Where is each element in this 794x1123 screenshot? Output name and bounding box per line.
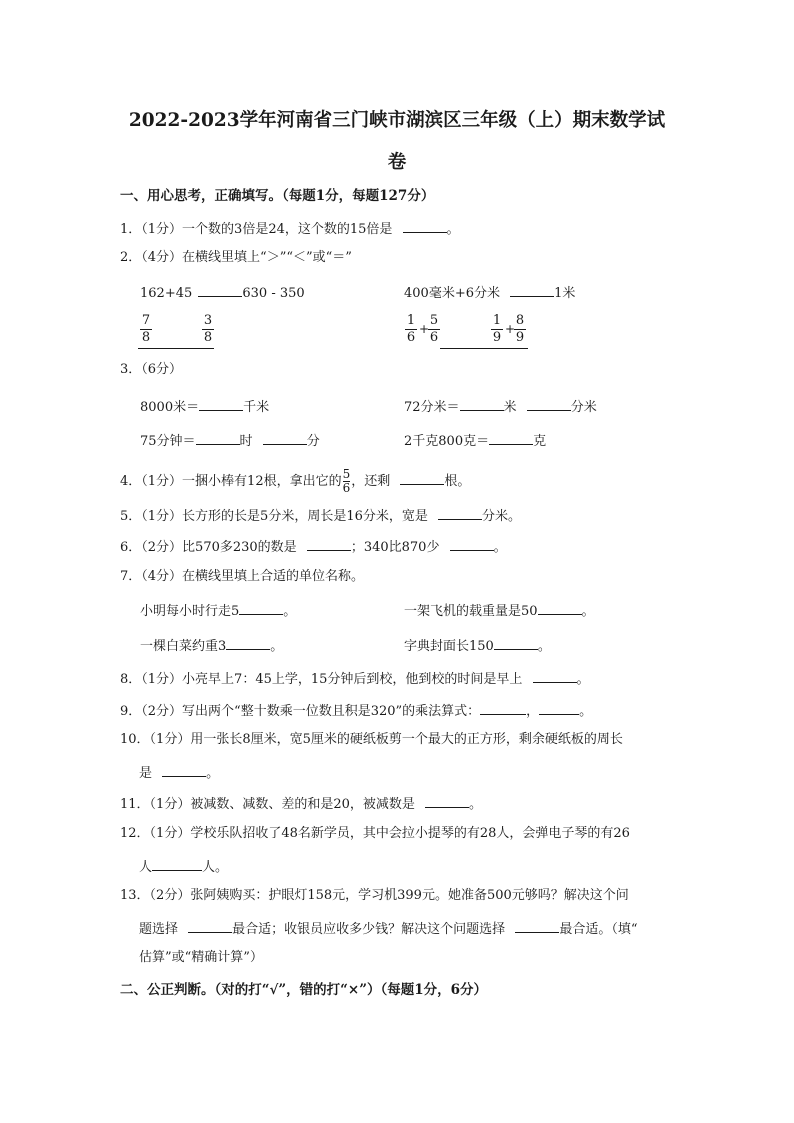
answer-blank[interactable] (226, 635, 270, 650)
section2-heading: 二、公正判断。（对的打“√”，错的打“×”）（每题1分，6分） (120, 982, 488, 998)
question-12-cont: 人 人。 (139, 856, 228, 877)
answer-blank[interactable] (460, 396, 504, 411)
question-7-item-d: 字典封面长150 。 (404, 635, 551, 656)
expr-right: 1米 (554, 286, 576, 301)
answer-blank[interactable] (162, 762, 206, 777)
question-7-item-a: 小明每小时行走5 。 (140, 600, 296, 621)
fraction-8-9: 8 9 (515, 313, 525, 345)
question-4: 4．（1分）一捆小棒有12根，拿出它的 $\frac{5}{6}$ ，还剩 根。 (120, 467, 471, 495)
question-2-item-a (140, 282, 305, 303)
answer-blank[interactable] (438, 505, 482, 520)
answer-blank[interactable] (425, 793, 469, 808)
question-7: 7．（4分）在横线里填上合适的单位名称。 (120, 569, 365, 584)
question-3-item-a: 8000米＝ 千米 (140, 396, 269, 417)
answer-blank[interactable] (188, 918, 232, 933)
section1-heading: 一、用心思考，正确填写。（每题1分，每题127分） (120, 188, 435, 204)
answer-blank[interactable] (527, 396, 571, 411)
question-6: 6．（2分）比570多230的数是 ；340比870少 。 (120, 536, 507, 557)
answer-blank[interactable] (263, 430, 307, 445)
question-5: 5．（1分）长方形的长是5分米，周长是16分米，宽是 分米。 (120, 505, 521, 526)
question-13-cont2: 估算”或“精确计算”） (139, 950, 263, 965)
answer-blank[interactable] (489, 430, 533, 445)
answer-blank[interactable] (152, 856, 202, 871)
question-7-item-b: 一架飞机的载重量是50 。 (404, 600, 595, 621)
question-3: 3．（6分） (120, 362, 183, 377)
answer-blank[interactable] (198, 282, 242, 297)
answer-blank[interactable] (494, 635, 538, 650)
question-9: 9．（2分）写出两个“整十数乘一位数且积是320”的乘法算式： ， 。 (120, 700, 592, 721)
answer-blank[interactable] (199, 396, 243, 411)
answer-blank[interactable] (440, 348, 528, 349)
answer-blank[interactable] (480, 700, 526, 715)
answer-blank[interactable] (138, 348, 214, 349)
fraction-1-9: 1 9 (492, 313, 502, 345)
answer-blank[interactable] (515, 918, 559, 933)
expr-left: 162+45 (140, 286, 193, 301)
answer-blank[interactable] (307, 536, 351, 551)
question-8: 8．（1分）小亮早上7：45上学，15分钟后到校，他到校的时间是早上 。 (120, 668, 590, 689)
exam-title-line2: 卷 (387, 152, 407, 173)
question-1 (120, 218, 460, 239)
question-3-item-b: 72分米＝ 米 分米 (404, 396, 597, 417)
answer-blank[interactable] (196, 430, 240, 445)
answer-blank[interactable] (239, 600, 283, 615)
question-13-cont: 题选择 最合适；收银员应收多少钱？解决这个问题选择 最合适。（填“ (139, 918, 637, 939)
answer-blank[interactable] (533, 668, 577, 683)
exam-title-line1: 2022-2023学年河南省三门峡市湖滨区三年级（上）期末数学试 (128, 110, 666, 131)
fraction-3-8: 3 8 (203, 313, 213, 345)
question-11: 11．（1分）被减数、减数、差的和是20，被减数是 。 (120, 793, 482, 814)
question-3-item-d: 2千克800克＝ 克 (404, 430, 546, 451)
fraction-1-6: 1 6 (406, 313, 416, 345)
question-3-item-c: 75分钟＝ 时 分 (140, 430, 320, 451)
question-10: 10．（1分）用一张长8厘米，宽5厘米的硬纸板剪一个最大的正方形，剩余硬纸板的周长 (120, 732, 623, 747)
question-13: 13．（2分）张阿姨购买：护眼灯158元，学习机399元。她准备500元够吗？解决这个问 (120, 888, 629, 903)
question-7-item-c: 一棵白菜约重3 。 (140, 635, 283, 656)
plus-sign: + (505, 322, 516, 336)
answer-blank[interactable] (450, 536, 494, 551)
answer-blank[interactable] (400, 470, 444, 485)
fraction-7-8: 7 8 (141, 313, 151, 345)
answer-blank[interactable] (510, 282, 554, 297)
question-10-cont: 是 。 (139, 762, 219, 783)
expr-left: 400毫米+6分米 (404, 286, 500, 301)
fraction-5-6: 5 6 (429, 313, 439, 345)
expr-right: 630 - 350 (242, 286, 305, 301)
answer-blank[interactable] (403, 218, 447, 233)
question-1-text: 1．（1分）一个数的3倍是24，这个数的15倍是 (120, 222, 393, 237)
fraction-5-6: $\frac{5}{6}$ (342, 467, 351, 495)
question-12: 12．（1分）学校乐队招收了48名新学员，其中会拉小提琴的有28人，会弹电子琴的有26 (120, 826, 630, 841)
question-2: 2．（4分）在横线里填上“＞”“＜”或“＝” (120, 250, 352, 265)
plus-sign: + (419, 322, 430, 336)
period: 。 (446, 222, 460, 237)
answer-blank[interactable] (538, 600, 582, 615)
question-2-item-b (404, 282, 575, 303)
answer-blank[interactable] (539, 700, 579, 715)
